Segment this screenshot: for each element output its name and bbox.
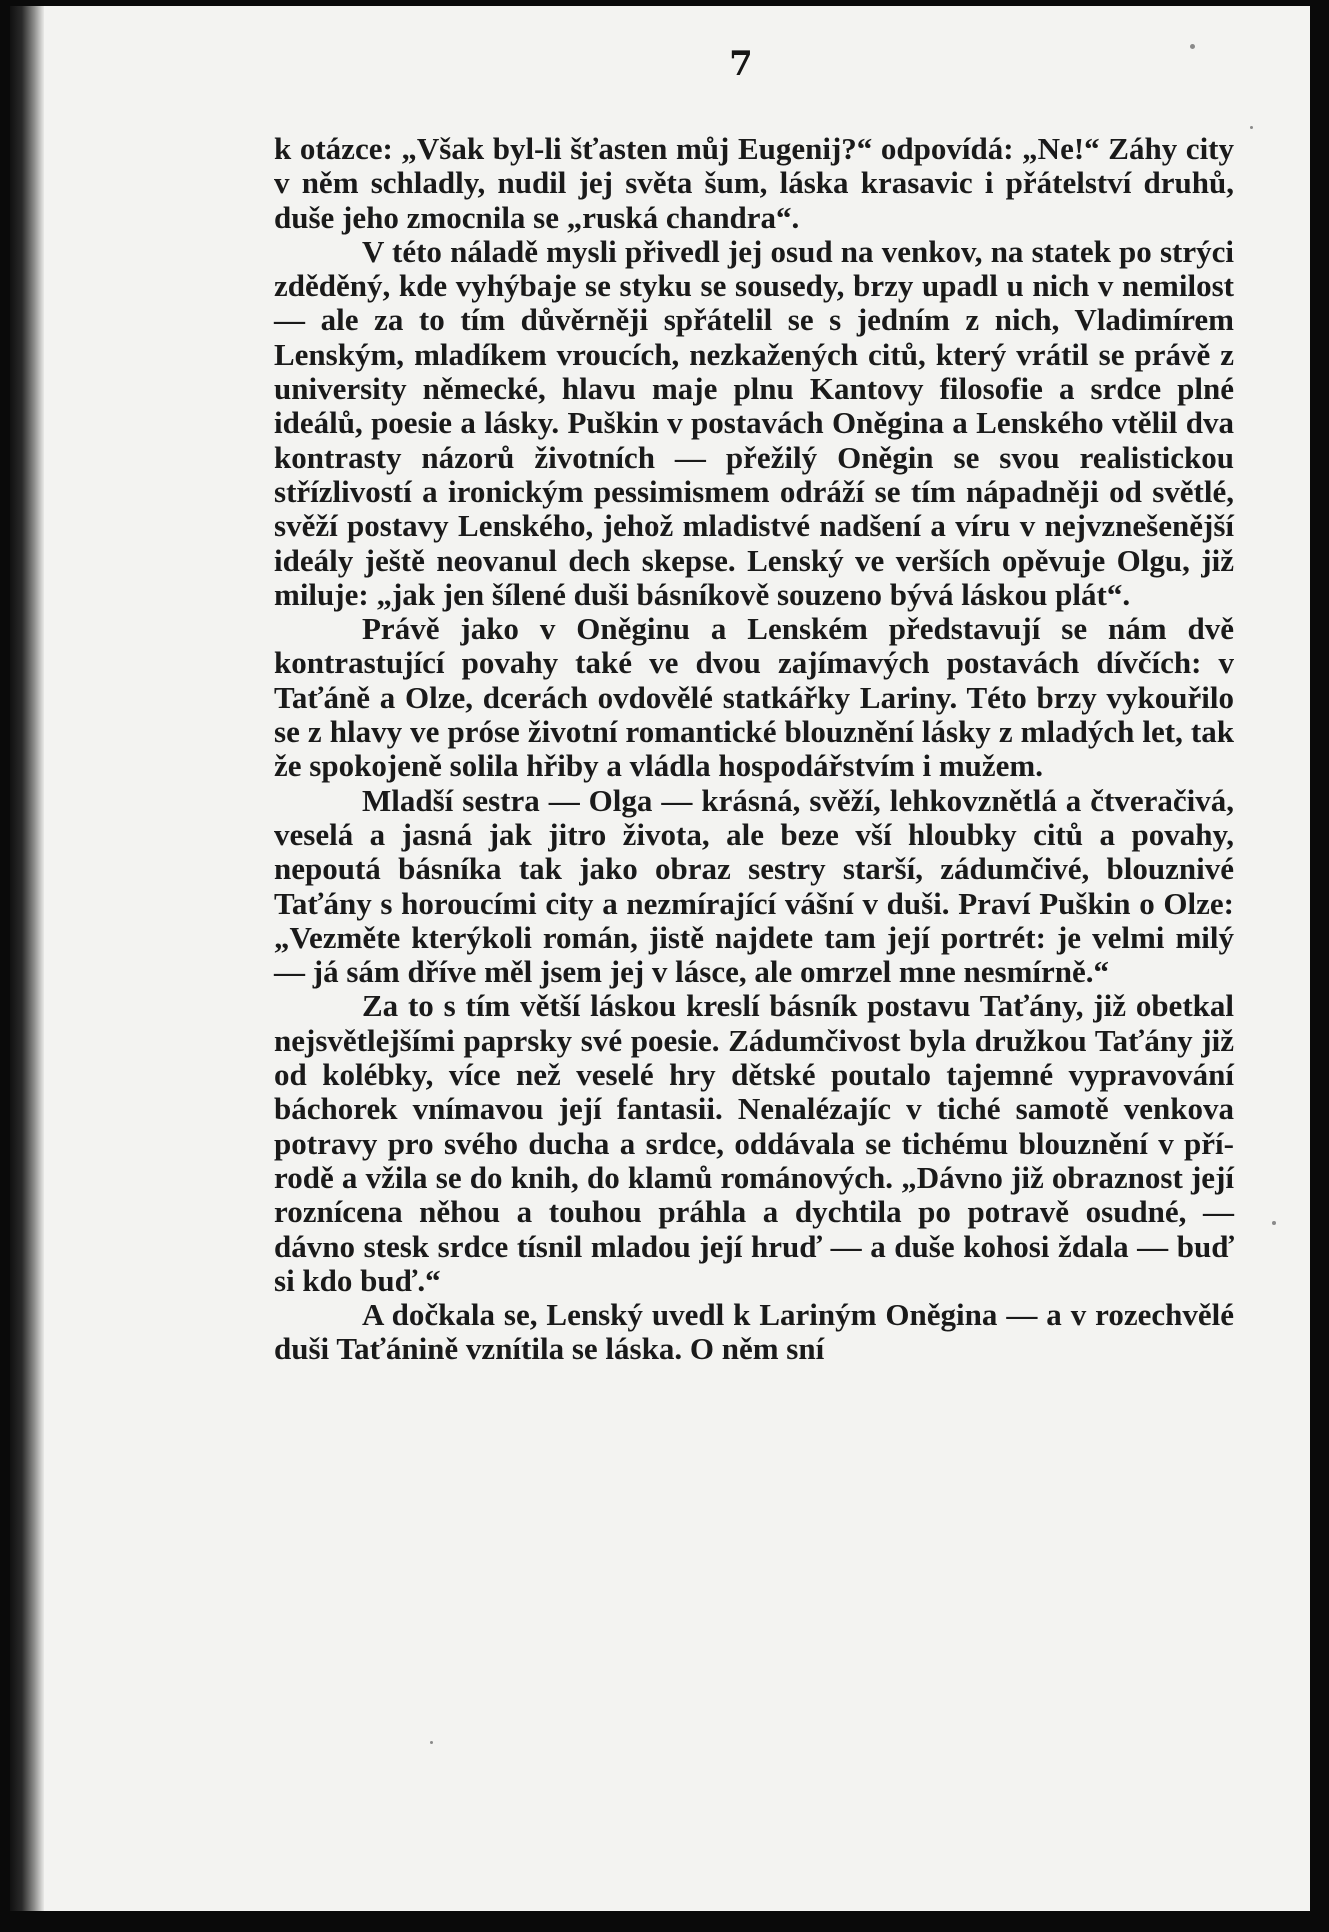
paper-speck (1190, 44, 1195, 49)
paragraph-2: V této náladě mysli přivedl jej osud na venkov, na statek po strýci zděděný, kde vyhýbaje se styku se sousedy, brzy upadl u nich v nemilost — ale za to tím důvěrněji spřátelil se s jedním z nich, Vladimírem Lenským, mladíkem vroucích, nezkažených citů, který vrátil se právě z university německé, hlavu maje plnu Kantovy filosofie a srdce plné ideálů, poesie a lásky. Puškin v postavách Oněgina a Lenského vtělil dva kontrasty názorů životních — přežilý Oněgin se svou realistickou střízlivostí a ironickým pessimismem odráží se tím nápadněji od světlé, svěží postavy Lenského, jehož mladistvé nadšení a víru v nejvznešenější ideály ještě neovanul dech skepse. Lenský ve verších opěvuje Olgu, již miluje: „jak jen šílené duši básníkově souzeno bývá láskou plát“. (274, 233, 1234, 612)
paper-speck (1272, 1221, 1276, 1225)
paragraph-5: Za to s tím větší láskou kreslí básník postavu Taťány, již obetkal nejsvětlejšími paprsky své poesie. Zádumčivost byla družkou Taťány již od kolébky, více než veselé hry dětské poutalo tajemné vypravování báchorek vnímavou její fantasii. Nenalézajíc v tiché samotě venkova potravy pro svého ducha a srdce, oddávala se tichému blouznění v přírodě a vžila se do knih, do klamů románových. „Dávno již obraznost její roznícena něhou a touhou práhla a dychtila po potravě osudné, — dávno stesk srdce tísnil mladou její hruď — a duše kohosi ždala — buď si kdo buď.“ (274, 988, 1234, 1298)
paragraph-3: Právě jako v Oněginu a Lenském představují se nám dvě kontrastující povahy také ve dvou zajímavých postavách dívčích: v Taťáně a Olze, dcerách ovdovělé statkářky Lariny. Této brzy vykouřilo se z hlavy ve próse životní romantické blouznění lásky z mladých let, tak že spokojeně solila hřiby a vládla hospodářstvím i mužem. (274, 611, 1234, 784)
paragraph-6: A dočkala se, Lenský uvedl k Lariným Oněgina — a v rozechvělé duši Taťánině vznítila se láska. O něm sní (274, 1297, 1234, 1367)
paper-speck (1250, 126, 1253, 129)
paragraph-1: k otázce: „Však byl-li šťasten můj Eugenij?“ odpovídá: „Ne!“ Záhy city v něm schladly, nudil jej světa šum, láska krasavic i přátelství druhů, duše jeho zmocnila se „ruská chandra“. (274, 131, 1234, 235)
page-number: 7 (729, 44, 753, 84)
paragraph-4: Mladší sestra — Olga — krásná, svěží, lehkovznětlá a čtveračivá, veselá a jasná jak jitro života, ale beze vší hloubky citů a povahy, nepoutá básníka tak jako obraz sestry starší, zádumčivé, blouznivé Taťány s horoucími city a nezmírající vášní v duši. Praví Puškin o Olze: „Vezměte kterýkoli román, jistě najdete tam její portrét: je velmi milý — já sám dříve měl jsem jej v lásce, ale omrzel mne nesmírně.“ (274, 782, 1234, 990)
binding-edge (10, 6, 44, 1911)
paper-speck (430, 1741, 433, 1744)
book-page (10, 6, 1310, 1911)
body-text (274, 132, 1234, 1367)
